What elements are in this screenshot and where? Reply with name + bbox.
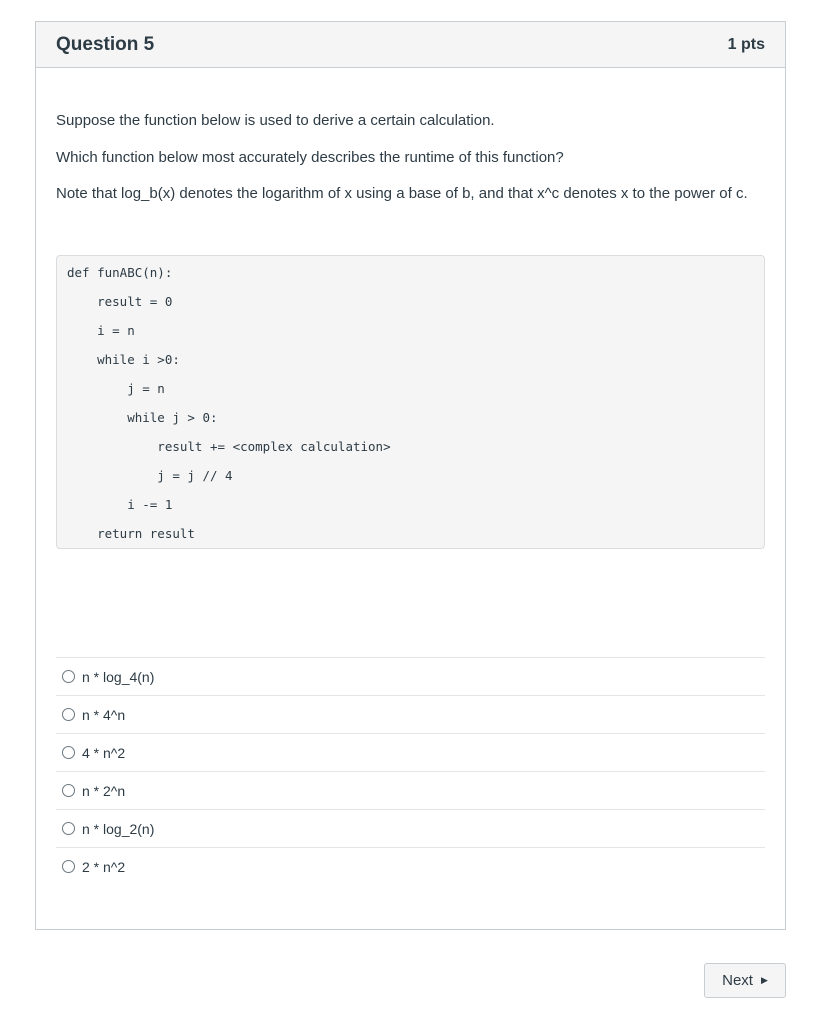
answer-list <box>56 657 765 885</box>
question-body <box>36 109 785 885</box>
answer-option[interactable] <box>56 848 765 885</box>
answer-option[interactable] <box>56 810 765 848</box>
code-line: j = j // 4 <box>67 468 233 483</box>
code-line: return result <box>67 526 195 541</box>
radio-button[interactable] <box>62 822 75 835</box>
answer-label[interactable]: n * 2^n <box>82 782 126 799</box>
code-line: i = n <box>67 323 135 338</box>
code-block <box>56 255 765 549</box>
radio-button[interactable] <box>62 746 75 759</box>
answer-option[interactable] <box>56 696 765 734</box>
code-line: def funABC(n): <box>67 265 173 280</box>
triangle-right-icon: ▶ <box>760 975 768 985</box>
answer-option[interactable] <box>56 734 765 772</box>
code-line: j = n <box>67 381 165 396</box>
code-line: result += <complex calculation> <box>67 439 391 454</box>
radio-button[interactable] <box>62 860 75 873</box>
question-paragraph: Which function below most accurately describes the runtime of this function? <box>56 149 564 166</box>
answer-label[interactable]: 4 * n^2 <box>82 744 126 761</box>
radio-button[interactable] <box>62 784 75 797</box>
question-paragraph: Note that log_b(x) denotes the logarithm of x using a base of b, and that x^c denotes x to the power of c. <box>56 185 748 202</box>
answer-label[interactable]: n * 4^n <box>82 706 126 723</box>
question-card <box>35 21 786 930</box>
next-button-label: Next <box>722 972 753 989</box>
question-points: 1 pts <box>727 35 765 53</box>
answer-label[interactable]: n * log_2(n) <box>82 820 155 837</box>
answer-option[interactable] <box>56 658 765 696</box>
code-line: while j > 0: <box>67 410 218 425</box>
answer-label[interactable]: 2 * n^2 <box>82 858 126 875</box>
question-paragraph: Suppose the function below is used to derive a certain calculation. <box>56 112 495 129</box>
question-header <box>36 22 785 68</box>
answer-label[interactable]: n * log_4(n) <box>82 668 155 685</box>
question-text <box>56 109 765 205</box>
code-line: i -= 1 <box>67 497 173 512</box>
answer-option[interactable] <box>56 772 765 810</box>
radio-button[interactable] <box>62 708 75 721</box>
question-title: Question 5 <box>56 33 155 55</box>
code-line: result = 0 <box>67 294 173 309</box>
radio-button[interactable] <box>62 670 75 683</box>
next-button[interactable] <box>704 963 786 998</box>
code-line: while i >0: <box>67 352 180 367</box>
